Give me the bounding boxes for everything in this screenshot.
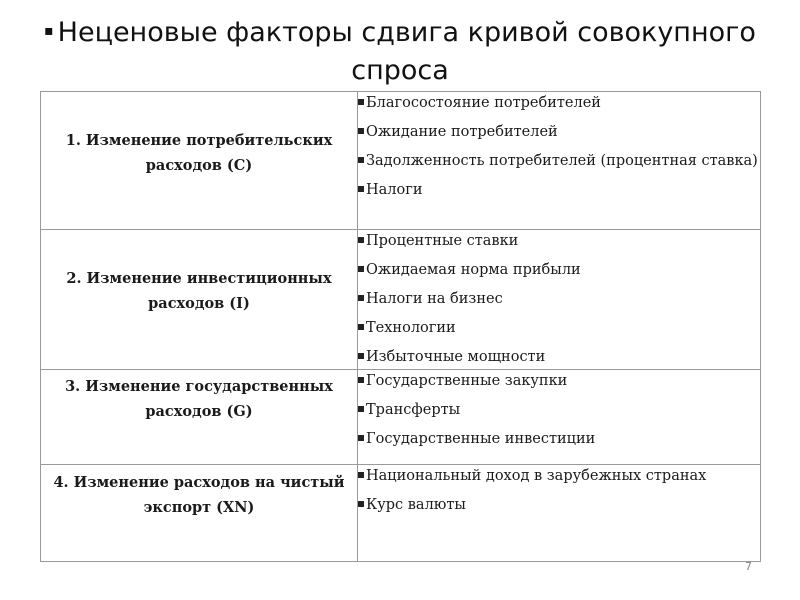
category-cell	[41, 465, 358, 562]
list-item-text: Задолженность потребителей (процентная ставка)	[366, 153, 758, 169]
list-item	[358, 399, 760, 421]
slide-title-text: Неценовые факторы сдвига кривой совокупного спроса	[57, 17, 756, 86]
bullet-square-icon	[358, 501, 364, 507]
category-label: 2. Изменение инвестиционных расходов (I)	[66, 270, 332, 312]
list-item-text: Избыточные мощности	[366, 349, 546, 365]
bullet-square-icon	[358, 99, 364, 105]
list-item	[358, 346, 760, 368]
slide-title	[40, 12, 760, 90]
list-item	[358, 494, 760, 516]
table-row	[41, 370, 761, 465]
list-item	[358, 150, 760, 172]
factor-list-cell	[358, 370, 761, 465]
bullet-square-icon	[358, 353, 364, 359]
bullet-square-icon	[358, 266, 364, 272]
list-item-text: Ожидаемая норма прибыли	[366, 262, 581, 278]
category-label: 4. Изменение расходов на чистый экспорт (XN)	[53, 474, 345, 516]
category-label: 3. Изменение государственных расходов (G)	[65, 378, 333, 420]
list-item	[358, 230, 760, 252]
list-item	[358, 370, 760, 392]
table-row	[41, 230, 761, 370]
list-item-text: Национальный доход в зарубежных странах	[366, 468, 707, 484]
list-item-text: Налоги на бизнес	[366, 291, 503, 307]
page-number: 7	[745, 560, 752, 573]
factor-list-cell	[358, 230, 761, 370]
list-item	[358, 428, 760, 450]
list-item	[358, 92, 760, 114]
list-item-text: Курс валюты	[366, 497, 466, 513]
list-item-text: Государственные инвестиции	[366, 431, 596, 447]
title-bullet-icon: ▪	[44, 23, 54, 39]
list-item-text: Налоги	[366, 182, 423, 198]
list-item	[358, 259, 760, 281]
bullet-square-icon	[358, 295, 364, 301]
factor-list-cell	[358, 465, 761, 562]
list-item	[358, 121, 760, 143]
factors-table	[40, 91, 761, 562]
bullet-square-icon	[358, 237, 364, 243]
factor-list-cell	[358, 92, 761, 230]
list-item-text: Государственные закупки	[366, 373, 568, 389]
list-item-text: Процентные ставки	[366, 233, 519, 249]
list-item	[358, 317, 760, 339]
table-row	[41, 92, 761, 230]
bullet-square-icon	[358, 128, 364, 134]
bullet-square-icon	[358, 377, 364, 383]
list-item-text: Ожидание потребителей	[366, 124, 558, 140]
list-item	[358, 465, 760, 487]
category-cell	[41, 370, 358, 465]
list-item-text: Трансферты	[366, 402, 461, 418]
table-row	[41, 465, 761, 562]
bullet-square-icon	[358, 435, 364, 441]
bullet-square-icon	[358, 157, 364, 163]
bullet-square-icon	[358, 186, 364, 192]
list-item-text: Технологии	[366, 320, 456, 336]
bullet-square-icon	[358, 472, 364, 478]
category-cell	[41, 92, 358, 230]
bullet-square-icon	[358, 406, 364, 412]
bullet-square-icon	[358, 324, 364, 330]
list-item	[358, 288, 760, 310]
category-label: 1. Изменение потребительских расходов (C)	[65, 132, 333, 174]
category-cell	[41, 230, 358, 370]
list-item	[358, 179, 760, 201]
list-item-text: Благосостояние потребителей	[366, 95, 601, 111]
